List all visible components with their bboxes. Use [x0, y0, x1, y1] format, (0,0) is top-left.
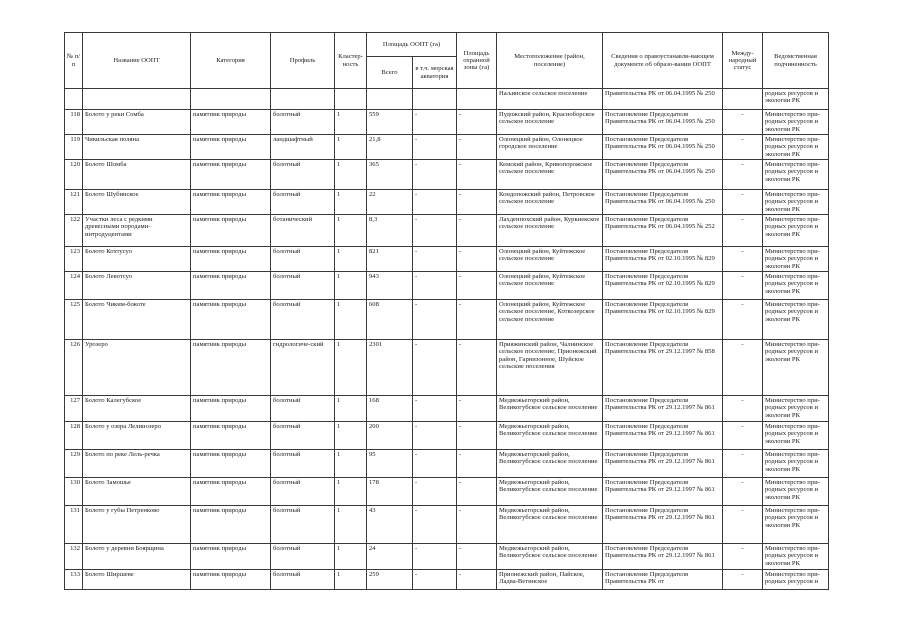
header-buffer-area: Площадь охранной зоны (га)	[457, 33, 497, 89]
authority: Министерство при-родных ресурсов и экологии РК	[763, 450, 829, 478]
area-total: 821	[367, 247, 413, 272]
header-category: Категория	[191, 33, 271, 89]
area-total: 608	[367, 300, 413, 340]
intl-status: -	[723, 272, 763, 300]
protected-areas-table	[64, 32, 829, 590]
buffer-area: -	[457, 422, 497, 450]
header-legal-doc: Сведения о правоустанавли-вающем документе об образо-вании ООПТ	[603, 33, 723, 89]
area-name: Чикильская поляна	[83, 135, 191, 160]
cluster-count: 1	[335, 478, 367, 506]
area-location: Медвежьегорский район, Великогубское сельское поселение	[497, 506, 603, 544]
intl-status: -	[723, 450, 763, 478]
area-marine: -	[413, 300, 457, 340]
area-location: Медвежьегорский район, Великогубское сельское поселение	[497, 450, 603, 478]
table-body	[65, 89, 829, 590]
header-num: № п/п	[65, 33, 83, 89]
authority: Министерство при-родных ресурсов и экологии РК	[763, 190, 829, 215]
row-number: 130	[65, 478, 83, 506]
area-profile: болотный	[271, 422, 335, 450]
area-location: Олонецкий район, Куйтежское сельское поселение	[497, 247, 603, 272]
area-location: Олонецкий район, Куйтежское сельское поселение	[497, 272, 603, 300]
intl-status: -	[723, 160, 763, 190]
area-total: 2301	[367, 340, 413, 396]
legal-document: Постановление Председателя Правительства РК от 02.10.1995 № 829	[603, 272, 723, 300]
area-category: памятник природы	[191, 570, 271, 590]
legal-document: Постановление Председателя Правительства РК от 02.10.1995 № 829	[603, 247, 723, 272]
area-profile: ботанический	[271, 215, 335, 247]
header-area-marine: в т.ч. морская акватория	[413, 57, 457, 89]
legal-document: Постановление Председателя Правительства РК от 29.12.1997 № 858	[603, 340, 723, 396]
area-total: 168	[367, 396, 413, 422]
area-category: памятник природы	[191, 544, 271, 570]
area-total: 8,3	[367, 215, 413, 247]
row-number: 119	[65, 135, 83, 160]
area-marine: -	[413, 190, 457, 215]
authority: Министерство при-родных ресурсов и экологии РК	[763, 340, 829, 396]
area-category: памятник природы	[191, 272, 271, 300]
table-row	[65, 396, 829, 422]
buffer-area: -	[457, 247, 497, 272]
area-name: Участки леса с редкими древесными породами-интродуцентами	[83, 215, 191, 247]
cluster-count: 1	[335, 506, 367, 544]
area-total: 43	[367, 506, 413, 544]
area-category: памятник природы	[191, 396, 271, 422]
cluster-count: 1	[335, 396, 367, 422]
area-location: Прионежский район, Пайское, Ладва-Ветинское	[497, 570, 603, 590]
row-number: 124	[65, 272, 83, 300]
legal-document: Постановление Председателя Правительства РК от 06.04.1995 № 250	[603, 160, 723, 190]
authority: Министерство при-родных ресурсов и экологии РК	[763, 506, 829, 544]
buffer-area: -	[457, 272, 497, 300]
area-category: памятник природы	[191, 422, 271, 450]
area-total: 200	[367, 422, 413, 450]
area-profile: болотный	[271, 544, 335, 570]
authority: Министерство при-родных ресурсов и экологии РК	[763, 135, 829, 160]
table-row	[65, 450, 829, 478]
area-marine: -	[413, 506, 457, 544]
area-marine: -	[413, 110, 457, 135]
row-number: 125	[65, 300, 83, 340]
cluster-count: 1	[335, 247, 367, 272]
table-row	[65, 110, 829, 135]
authority: Министерство при-родных ресурсов и экологии РК	[763, 272, 829, 300]
area-name: Болото у губы Петренково	[83, 506, 191, 544]
buffer-area: -	[457, 544, 497, 570]
buffer-area: -	[457, 396, 497, 422]
area-profile: болотный	[271, 300, 335, 340]
row-number: 120	[65, 160, 83, 190]
row-number: 132	[65, 544, 83, 570]
area-marine: -	[413, 340, 457, 396]
buffer-area: -	[457, 135, 497, 160]
intl-status: -	[723, 190, 763, 215]
authority: Министерство при-родных ресурсов и экологии РК	[763, 478, 829, 506]
intl-status: -	[723, 544, 763, 570]
area-location: Пудожский район, Красноборское сельское поселение	[497, 110, 603, 135]
area-name: Болото Чиким-бокоте	[83, 300, 191, 340]
authority: Министерство при-родных ресурсов и экологии РК	[763, 247, 829, 272]
legal-document: Постановление Председателя Правительства РК от 29.12.1997 № 861	[603, 506, 723, 544]
row-number: 118	[65, 110, 83, 135]
legal-document: Постановление Председателя Правительства РК от 29.12.1997 № 861	[603, 422, 723, 450]
legal-document: Постановление Председателя Правительства РК от 06.04.1995 № 252	[603, 215, 723, 247]
area-profile: болотный	[271, 190, 335, 215]
buffer-area: -	[457, 506, 497, 544]
buffer-area: -	[457, 300, 497, 340]
intl-status: -	[723, 215, 763, 247]
legal-document: Постановление Председателя Правительства РК от 06.04.1995 № 250	[603, 110, 723, 135]
intl-status: -	[723, 110, 763, 135]
legal-document: Постановление Председателя Правительства РК от 02.10.1995 № 829	[603, 300, 723, 340]
cluster-count: 1	[335, 272, 367, 300]
table-row	[65, 478, 829, 506]
area-profile: болотный	[271, 272, 335, 300]
buffer-area: -	[457, 190, 497, 215]
intl-status: -	[723, 135, 763, 160]
area-location: Кондопожский район, Петровское сельское поселение	[497, 190, 603, 215]
area-total: 178	[367, 478, 413, 506]
area-marine: -	[413, 272, 457, 300]
area-name: Урозеро	[83, 340, 191, 396]
area-marine: -	[413, 215, 457, 247]
cluster-count: 1	[335, 340, 367, 396]
row-number: 127	[65, 396, 83, 422]
table-row	[65, 215, 829, 247]
continuation-location: Наљинское сельское поселение	[497, 89, 603, 110]
area-total: 21,8	[367, 135, 413, 160]
area-profile: болотный	[271, 450, 335, 478]
authority: Министерство при-родных ресурсов и экологии РК	[763, 215, 829, 247]
area-profile: болотный	[271, 478, 335, 506]
area-category: памятник природы	[191, 506, 271, 544]
continuation-legal-doc: Правительства РК от 06.04.1995 № 250	[603, 89, 723, 110]
authority: Министерство при-родных ресурсов и	[763, 570, 829, 590]
area-category: памятник природы	[191, 300, 271, 340]
area-name: Болото Кохтусуо	[83, 247, 191, 272]
area-location: Медвежьегорский район, Великогубское сельское поселение	[497, 422, 603, 450]
cluster-count: 1	[335, 570, 367, 590]
cluster-count: 1	[335, 215, 367, 247]
row-number: 128	[65, 422, 83, 450]
area-profile: болотный	[271, 506, 335, 544]
legal-document: Постановление Председателя Правительства РК от 06.04.1995 № 250	[603, 190, 723, 215]
table-row	[65, 160, 829, 190]
area-name: Болото Калегубское	[83, 396, 191, 422]
buffer-area: -	[457, 215, 497, 247]
area-marine: -	[413, 544, 457, 570]
area-name: Болото у озера Лелинозеро	[83, 422, 191, 450]
area-total: 95	[367, 450, 413, 478]
area-location: Прияжинский район, Чалнинское сельское поселение; Прионежский район, Гарнизонное, Шуйское сельские поселения	[497, 340, 603, 396]
area-marine: -	[413, 396, 457, 422]
buffer-area: -	[457, 570, 497, 590]
cluster-count: 1	[335, 544, 367, 570]
legal-document: Постановление Председателя Правительства РК от 29.12.1997 № 861	[603, 396, 723, 422]
intl-status: -	[723, 478, 763, 506]
legal-document: Постановление Председателя Правительства РК от	[603, 570, 723, 590]
cluster-count: 1	[335, 160, 367, 190]
area-profile: болотный	[271, 570, 335, 590]
cluster-count: 1	[335, 190, 367, 215]
buffer-area: -	[457, 160, 497, 190]
continuation-row	[65, 89, 829, 110]
area-name: Болото Шомба	[83, 160, 191, 190]
table-row	[65, 340, 829, 396]
area-category: памятник природы	[191, 247, 271, 272]
area-profile: болотный	[271, 247, 335, 272]
cluster-count: 1	[335, 135, 367, 160]
area-marine: -	[413, 135, 457, 160]
area-location: Медвежьегорский район, Великогубское сельское поселение	[497, 478, 603, 506]
table-row	[65, 544, 829, 570]
header-authority: Ведомственная подчиненность	[763, 33, 829, 89]
header-profile: Профиль	[271, 33, 335, 89]
area-category: памятник природы	[191, 190, 271, 215]
area-location: Кемский район, Кривопорожское сельское поселение	[497, 160, 603, 190]
area-name: Болото у реки Сомба	[83, 110, 191, 135]
row-number: 121	[65, 190, 83, 215]
area-total: 559	[367, 110, 413, 135]
intl-status: -	[723, 570, 763, 590]
area-name: Болото Шубинское	[83, 190, 191, 215]
authority: Министерство при-родных ресурсов и экологии РК	[763, 396, 829, 422]
row-number: 123	[65, 247, 83, 272]
table-row	[65, 506, 829, 544]
row-number: 126	[65, 340, 83, 396]
area-name: Болото Ширшеве	[83, 570, 191, 590]
area-marine: -	[413, 160, 457, 190]
table-header	[65, 33, 829, 89]
area-marine: -	[413, 422, 457, 450]
header-name: Название ООПТ	[83, 33, 191, 89]
area-category: памятник природы	[191, 110, 271, 135]
authority: Министерство при-родных ресурсов и экологии РК	[763, 110, 829, 135]
area-marine: -	[413, 450, 457, 478]
intl-status: -	[723, 247, 763, 272]
cluster-count: 1	[335, 422, 367, 450]
area-category: памятник природы	[191, 135, 271, 160]
intl-status: -	[723, 300, 763, 340]
area-total: 365	[367, 160, 413, 190]
table-row	[65, 190, 829, 215]
buffer-area: -	[457, 478, 497, 506]
area-total: 259	[367, 570, 413, 590]
legal-document: Постановление Председателя Правительства РК от 29.12.1997 № 861	[603, 544, 723, 570]
header-cluster: Кластер-ность	[335, 33, 367, 89]
legal-document: Постановление Председателя Правительства РК от 06.04.1995 № 250	[603, 135, 723, 160]
area-profile: болотный	[271, 160, 335, 190]
area-name: Болото у деревни Боярщина	[83, 544, 191, 570]
table-row	[65, 570, 829, 590]
continuation-authority: родных ресурсов и экологии РК	[763, 89, 829, 110]
table-row	[65, 247, 829, 272]
area-name: Болото Левотсуо	[83, 272, 191, 300]
area-total: 24	[367, 544, 413, 570]
area-location: Медвежьегорский район, Великогубское сельское поселение	[497, 396, 603, 422]
legal-document: Постановление Председателя Правительства РК от 29.12.1997 № 861	[603, 450, 723, 478]
row-number: 133	[65, 570, 83, 590]
area-location: Олонецкий район, Олонецкое городское поселение	[497, 135, 603, 160]
legal-document: Постановление Председателя Правительства РК от 29.12.1997 № 861	[603, 478, 723, 506]
area-category: памятник природы	[191, 450, 271, 478]
table-row	[65, 300, 829, 340]
area-profile: гидрологиче-ский	[271, 340, 335, 396]
buffer-area: -	[457, 450, 497, 478]
area-profile: болотный	[271, 396, 335, 422]
area-location: Медвежьегорский район, Великогубское сельское поселение	[497, 544, 603, 570]
table-row	[65, 135, 829, 160]
header-area-group: Площадь ООПТ (га)	[367, 33, 457, 57]
header-area-total: Всего	[367, 57, 413, 89]
cluster-count: 1	[335, 300, 367, 340]
area-category: памятник природы	[191, 160, 271, 190]
authority: Министерство при-родных ресурсов и экологии РК	[763, 544, 829, 570]
authority: Министерство при-родных ресурсов и экологии РК	[763, 160, 829, 190]
authority: Министерство при-родных ресурсов и экологии РК	[763, 300, 829, 340]
row-number: 122	[65, 215, 83, 247]
authority: Министерство при-родных ресурсов и экологии РК	[763, 422, 829, 450]
area-location: Лахденпохский район, Куркиекское сельское поселение	[497, 215, 603, 247]
table-row	[65, 422, 829, 450]
intl-status: -	[723, 422, 763, 450]
table-row	[65, 272, 829, 300]
area-marine: -	[413, 247, 457, 272]
area-category: памятник природы	[191, 340, 271, 396]
intl-status: -	[723, 506, 763, 544]
intl-status: -	[723, 340, 763, 396]
row-number: 129	[65, 450, 83, 478]
area-total: 943	[367, 272, 413, 300]
intl-status: -	[723, 396, 763, 422]
area-profile: болотный	[271, 110, 335, 135]
area-marine: -	[413, 570, 457, 590]
area-marine: -	[413, 478, 457, 506]
area-category: памятник природы	[191, 215, 271, 247]
cluster-count: 1	[335, 110, 367, 135]
buffer-area: -	[457, 340, 497, 396]
cluster-count: 1	[335, 450, 367, 478]
area-total: 22	[367, 190, 413, 215]
area-category: памятник природы	[191, 478, 271, 506]
header-location: Местоположение (район, поселение)	[497, 33, 603, 89]
row-number: 131	[65, 506, 83, 544]
area-profile: ландшафтный	[271, 135, 335, 160]
buffer-area: -	[457, 110, 497, 135]
area-location: Олонецкий район, Куйтежское сельское поселение, Коткозерское сельское поселение	[497, 300, 603, 340]
area-name: Болото по реке Лель-речка	[83, 450, 191, 478]
header-intl-status: Между-народный статус	[723, 33, 763, 89]
area-name: Болото Замошье	[83, 478, 191, 506]
